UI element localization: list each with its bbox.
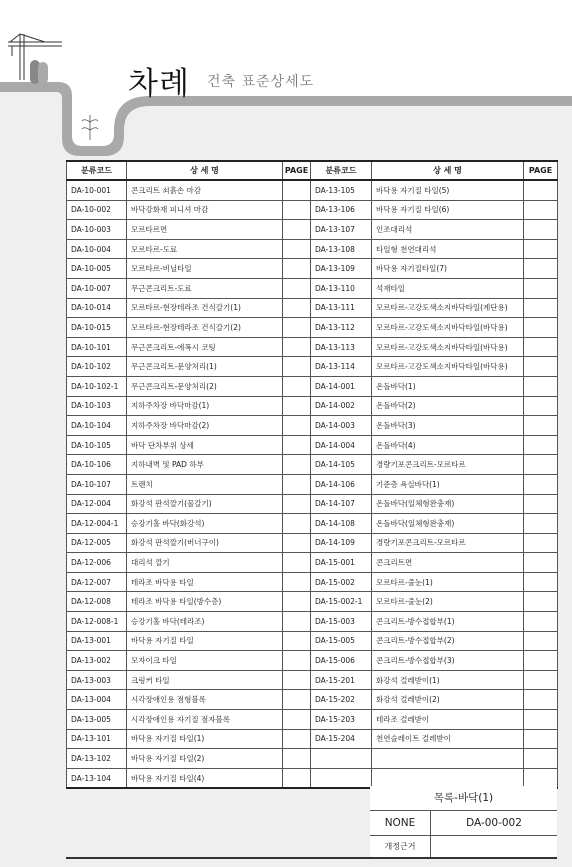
- left-name-cell: 바닥용 자기질 타일(1): [127, 729, 283, 749]
- left-name-cell: 모르타르-비닐타일: [127, 259, 283, 279]
- table-header-row: [67, 161, 558, 180]
- left-code-cell: DA-13-102: [67, 749, 127, 769]
- left-name-cell: 바닥용 자기질 타일(2): [127, 749, 283, 769]
- right-page-cell: [524, 376, 558, 396]
- left-name-cell: 승강기홀 바닥(화강석): [127, 514, 283, 534]
- left-code-cell: DA-13-002: [67, 651, 127, 671]
- left-code-cell: DA-13-004: [67, 690, 127, 710]
- left-code-cell: DA-10-106: [67, 455, 127, 475]
- table-row: [67, 416, 558, 436]
- left-name-cell: 테라조 바닥용 타일: [127, 572, 283, 592]
- right-name-cell: 경량기포콘크리트-모르타르: [372, 533, 524, 553]
- left-page-cell: [283, 337, 311, 357]
- left-code-cell: DA-12-004-1: [67, 514, 127, 534]
- left-name-cell: 지하주차장 바닥마감(1): [127, 396, 283, 416]
- left-name-cell: 시각장애인용 점형블록: [127, 690, 283, 710]
- left-page-cell: [283, 180, 311, 200]
- left-page-cell: [283, 514, 311, 534]
- left-name-cell: 바닥강화재 피니셔 마감: [127, 200, 283, 220]
- page-subtitle: 건축 표준상세도: [207, 74, 315, 90]
- right-name-cell: 바닥용 자기질 타일(6): [372, 200, 524, 220]
- left-code-cell: DA-10-102-1: [67, 376, 127, 396]
- title-block-title: 목록-바닥(1): [370, 786, 557, 811]
- left-name-cell: 바닥 단차부위 상세: [127, 435, 283, 455]
- right-page-cell: [524, 357, 558, 377]
- left-code-cell: DA-13-005: [67, 710, 127, 730]
- right-page-cell: [524, 651, 558, 671]
- left-name-cell: 화강석 판석깔기(버너구이): [127, 533, 283, 553]
- left-page-cell: [283, 768, 311, 788]
- left-page-cell: [283, 435, 311, 455]
- left-page-cell: [283, 572, 311, 592]
- left-code-cell: DA-12-007: [67, 572, 127, 592]
- right-page-cell: [524, 494, 558, 514]
- right-name-cell: 모르타르-줄눈(1): [372, 572, 524, 592]
- table-row: [67, 494, 558, 514]
- left-page-cell: [283, 376, 311, 396]
- table-row: [67, 749, 558, 769]
- left-page-cell: [283, 278, 311, 298]
- right-code-cell: DA-15-005: [311, 631, 372, 651]
- left-page-cell: [283, 631, 311, 651]
- right-page-cell: [524, 670, 558, 690]
- left-code-cell: DA-10-107: [67, 474, 127, 494]
- right-name-cell: 모르타르-고강도색소지바닥타일(바닥용): [372, 357, 524, 377]
- left-name-cell: 무근콘크리트-도료: [127, 278, 283, 298]
- left-name-cell: 테라조 바닥용 타일(방수층): [127, 592, 283, 612]
- right-name-cell: 기준층 욕실바닥(1): [372, 474, 524, 494]
- right-code-cell: DA-13-113: [311, 337, 372, 357]
- left-name-cell: 지하내벽 및 PAD 하부: [127, 455, 283, 475]
- right-page-cell: [524, 729, 558, 749]
- left-code-cell: DA-10-005: [67, 259, 127, 279]
- col-header-code-right: 분류코드: [311, 161, 372, 180]
- right-name-cell: 온돌바닥(3): [372, 416, 524, 436]
- left-name-cell: 모르타르-현장테라조 건식갈기(2): [127, 318, 283, 338]
- left-name-cell: 승강기홀 바닥(테라조): [127, 612, 283, 632]
- right-code-cell: DA-14-002: [311, 396, 372, 416]
- table-row: [67, 455, 558, 475]
- table-row: [67, 670, 558, 690]
- right-code-cell: DA-15-204: [311, 729, 372, 749]
- right-name-cell: 바닥용 자기질 타일(5): [372, 180, 524, 200]
- right-page-cell: [524, 278, 558, 298]
- left-page-cell: [283, 396, 311, 416]
- left-name-cell: 바닥용 자기질 타일: [127, 631, 283, 651]
- left-name-cell: 화강석 판석깔기(물갈기): [127, 494, 283, 514]
- table-row: [67, 396, 558, 416]
- right-page-cell: [524, 455, 558, 475]
- right-page-cell: [524, 749, 558, 769]
- right-name-cell: 콘크리트-방수접합부(1): [372, 612, 524, 632]
- left-code-cell: DA-10-002: [67, 200, 127, 220]
- right-code-cell: DA-13-108: [311, 239, 372, 259]
- col-header-page-right: PAGE: [524, 161, 558, 180]
- right-page-cell: [524, 710, 558, 730]
- right-code-cell: DA-13-114: [311, 357, 372, 377]
- col-header-name-right: 상 세 명: [372, 161, 524, 180]
- right-code-cell: DA-14-107: [311, 494, 372, 514]
- table-row: [67, 631, 558, 651]
- table-body: [67, 180, 558, 788]
- left-code-cell: DA-10-001: [67, 180, 127, 200]
- right-code-cell: DA-15-002-1: [311, 592, 372, 612]
- right-name-cell: 온돌바닥(일체형완충재): [372, 494, 524, 514]
- left-name-cell: 크링커 타일: [127, 670, 283, 690]
- right-code-cell: DA-13-107: [311, 220, 372, 240]
- title-block-status: NONE: [370, 811, 431, 836]
- right-page-cell: [524, 553, 558, 573]
- right-name-cell: 모르타르-고강도색소지바닥타일(바닥용): [372, 337, 524, 357]
- left-page-cell: [283, 259, 311, 279]
- left-code-cell: DA-12-005: [67, 533, 127, 553]
- table-row: [67, 533, 558, 553]
- right-name-cell: 콘크리트-방수접합부(3): [372, 651, 524, 671]
- right-name-cell: 석재타일: [372, 278, 524, 298]
- left-page-cell: [283, 474, 311, 494]
- left-page-cell: [283, 690, 311, 710]
- header-decoration: [0, 0, 572, 160]
- table-row: [67, 435, 558, 455]
- page-title: 차례: [128, 66, 190, 102]
- left-name-cell: 무근콘크리트-문양처리(1): [127, 357, 283, 377]
- col-header-name-left: 상 세 명: [127, 161, 283, 180]
- right-code-cell: DA-13-110: [311, 278, 372, 298]
- left-name-cell: 시각장애인용 자기질 점자블록: [127, 710, 283, 730]
- right-name-cell: 경량기포콘크리트-모르타르: [372, 455, 524, 475]
- title-block: [370, 786, 557, 857]
- right-code-cell: DA-14-004: [311, 435, 372, 455]
- right-name-cell: 모르타르-줄눈(2): [372, 592, 524, 612]
- table-row: [67, 318, 558, 338]
- left-page-cell: [283, 298, 311, 318]
- left-page-cell: [283, 416, 311, 436]
- table-row: [67, 376, 558, 396]
- left-code-cell: DA-13-001: [67, 631, 127, 651]
- left-page-cell: [283, 239, 311, 259]
- right-code-cell: DA-15-203: [311, 710, 372, 730]
- right-code-cell: DA-13-112: [311, 318, 372, 338]
- right-code-cell: DA-15-002: [311, 572, 372, 592]
- table-row: [67, 259, 558, 279]
- right-name-cell: 온돌바닥(1): [372, 376, 524, 396]
- left-page-cell: [283, 455, 311, 475]
- left-code-cell: DA-10-014: [67, 298, 127, 318]
- table-row: [67, 553, 558, 573]
- right-page-cell: [524, 474, 558, 494]
- right-name-cell: [372, 749, 524, 769]
- col-header-code-left: 분류코드: [67, 161, 127, 180]
- right-page-cell: [524, 298, 558, 318]
- right-page-cell: [524, 690, 558, 710]
- right-code-cell: DA-15-202: [311, 690, 372, 710]
- right-name-cell: 모르타르-고강도색소지바닥타일(바닥용): [372, 318, 524, 338]
- left-name-cell: 지하주차장 바닥마감(2): [127, 416, 283, 436]
- right-name-cell: 화강석 걸레받이(1): [372, 670, 524, 690]
- right-name-cell: 온돌바닥(일체형완충재): [372, 514, 524, 534]
- right-name-cell: 화강석 걸레받이(2): [372, 690, 524, 710]
- right-page-cell: [524, 592, 558, 612]
- table-row: [67, 592, 558, 612]
- table-row: [67, 514, 558, 534]
- left-name-cell: 트렌치: [127, 474, 283, 494]
- table-row: [67, 278, 558, 298]
- title-block-doc-code: DA-00-002: [431, 811, 557, 836]
- right-page-cell: [524, 435, 558, 455]
- left-name-cell: 모르타르-도료: [127, 239, 283, 259]
- right-page-cell: [524, 239, 558, 259]
- table-row: [67, 298, 558, 318]
- left-name-cell: 바닥용 자기질 타일(4): [127, 768, 283, 788]
- left-name-cell: 대리석 깔기: [127, 553, 283, 573]
- right-code-cell: DA-15-201: [311, 670, 372, 690]
- left-code-cell: DA-10-103: [67, 396, 127, 416]
- table-row: [67, 612, 558, 632]
- left-page-cell: [283, 749, 311, 769]
- right-name-cell: 테라조 걸레받이: [372, 710, 524, 730]
- left-name-cell: 모르타르-현장테라조 건식갈기(1): [127, 298, 283, 318]
- table-row: [67, 474, 558, 494]
- right-name-cell: 콘크리트면: [372, 553, 524, 573]
- right-name-cell: 타일형 천연대리석: [372, 239, 524, 259]
- left-page-cell: [283, 494, 311, 514]
- right-name-cell: 모르타르-고강도색소지바닥타일(계단용): [372, 298, 524, 318]
- right-page-cell: [524, 572, 558, 592]
- right-code-cell: DA-15-006: [311, 651, 372, 671]
- left-code-cell: DA-10-004: [67, 239, 127, 259]
- col-header-page-left: PAGE: [283, 161, 311, 180]
- left-code-cell: DA-13-101: [67, 729, 127, 749]
- right-code-cell: DA-14-105: [311, 455, 372, 475]
- right-code-cell: DA-13-105: [311, 180, 372, 200]
- left-name-cell: 콘크리트 쇠흙손 마감: [127, 180, 283, 200]
- left-code-cell: DA-10-007: [67, 278, 127, 298]
- left-name-cell: 모르타르면: [127, 220, 283, 240]
- right-code-cell: DA-14-003: [311, 416, 372, 436]
- right-page-cell: [524, 416, 558, 436]
- left-page-cell: [283, 592, 311, 612]
- left-page-cell: [283, 710, 311, 730]
- right-name-cell: 바닥용 자기질타일(7): [372, 259, 524, 279]
- left-page-cell: [283, 533, 311, 553]
- table-row: [67, 180, 558, 200]
- right-code-cell: DA-13-106: [311, 200, 372, 220]
- right-name-cell: 콘크리트-방수접합부(2): [372, 631, 524, 651]
- left-name-cell: 무근콘크리트-에폭시 코팅: [127, 337, 283, 357]
- table-row: [67, 572, 558, 592]
- table-row: [67, 357, 558, 377]
- right-code-cell: DA-14-106: [311, 474, 372, 494]
- table-row: [67, 239, 558, 259]
- left-code-cell: DA-12-006: [67, 553, 127, 573]
- left-name-cell: 모자이크 타일: [127, 651, 283, 671]
- right-page-cell: [524, 631, 558, 651]
- right-name-cell: 천연슬레이트 걸레받이: [372, 729, 524, 749]
- bottom-rule: [66, 857, 557, 859]
- right-page-cell: [524, 514, 558, 534]
- title-block-revision-label: 개정근거: [370, 836, 431, 857]
- left-code-cell: DA-13-104: [67, 768, 127, 788]
- left-code-cell: DA-10-104: [67, 416, 127, 436]
- left-page-cell: [283, 200, 311, 220]
- right-code-cell: DA-14-108: [311, 514, 372, 534]
- table-row: [67, 220, 558, 240]
- left-code-cell: DA-10-015: [67, 318, 127, 338]
- left-code-cell: DA-13-003: [67, 670, 127, 690]
- left-page-cell: [283, 670, 311, 690]
- index-table: [66, 160, 558, 789]
- left-code-cell: DA-10-101: [67, 337, 127, 357]
- table-row: [67, 729, 558, 749]
- right-page-cell: [524, 396, 558, 416]
- left-page-cell: [283, 220, 311, 240]
- right-page-cell: [524, 337, 558, 357]
- right-code-cell: [311, 749, 372, 769]
- table-row: [67, 200, 558, 220]
- right-page-cell: [524, 612, 558, 632]
- right-page-cell: [524, 220, 558, 240]
- left-page-cell: [283, 729, 311, 749]
- left-code-cell: DA-10-003: [67, 220, 127, 240]
- right-code-cell: DA-13-109: [311, 259, 372, 279]
- left-code-cell: DA-12-008-1: [67, 612, 127, 632]
- right-code-cell: DA-13-111: [311, 298, 372, 318]
- right-page-cell: [524, 200, 558, 220]
- right-name-cell: 온돌바닥(4): [372, 435, 524, 455]
- right-code-cell: DA-15-003: [311, 612, 372, 632]
- right-name-cell: 온돌바닥(2): [372, 396, 524, 416]
- left-page-cell: [283, 357, 311, 377]
- left-page-cell: [283, 553, 311, 573]
- table-row: [67, 710, 558, 730]
- right-page-cell: [524, 259, 558, 279]
- right-page-cell: [524, 180, 558, 200]
- table-row: [67, 651, 558, 671]
- right-code-cell: DA-15-001: [311, 553, 372, 573]
- left-code-cell: DA-12-008: [67, 592, 127, 612]
- right-code-cell: [311, 768, 372, 788]
- left-page-cell: [283, 651, 311, 671]
- right-name-cell: 인조대리석: [372, 220, 524, 240]
- left-code-cell: DA-10-102: [67, 357, 127, 377]
- right-page-cell: [524, 318, 558, 338]
- table-row: [67, 690, 558, 710]
- left-code-cell: DA-12-004: [67, 494, 127, 514]
- table-row: [67, 337, 558, 357]
- left-name-cell: 무근콘크리트-문양처리(2): [127, 376, 283, 396]
- left-page-cell: [283, 318, 311, 338]
- left-page-cell: [283, 612, 311, 632]
- right-code-cell: DA-14-001: [311, 376, 372, 396]
- left-code-cell: DA-10-105: [67, 435, 127, 455]
- right-page-cell: [524, 533, 558, 553]
- right-code-cell: DA-14-109: [311, 533, 372, 553]
